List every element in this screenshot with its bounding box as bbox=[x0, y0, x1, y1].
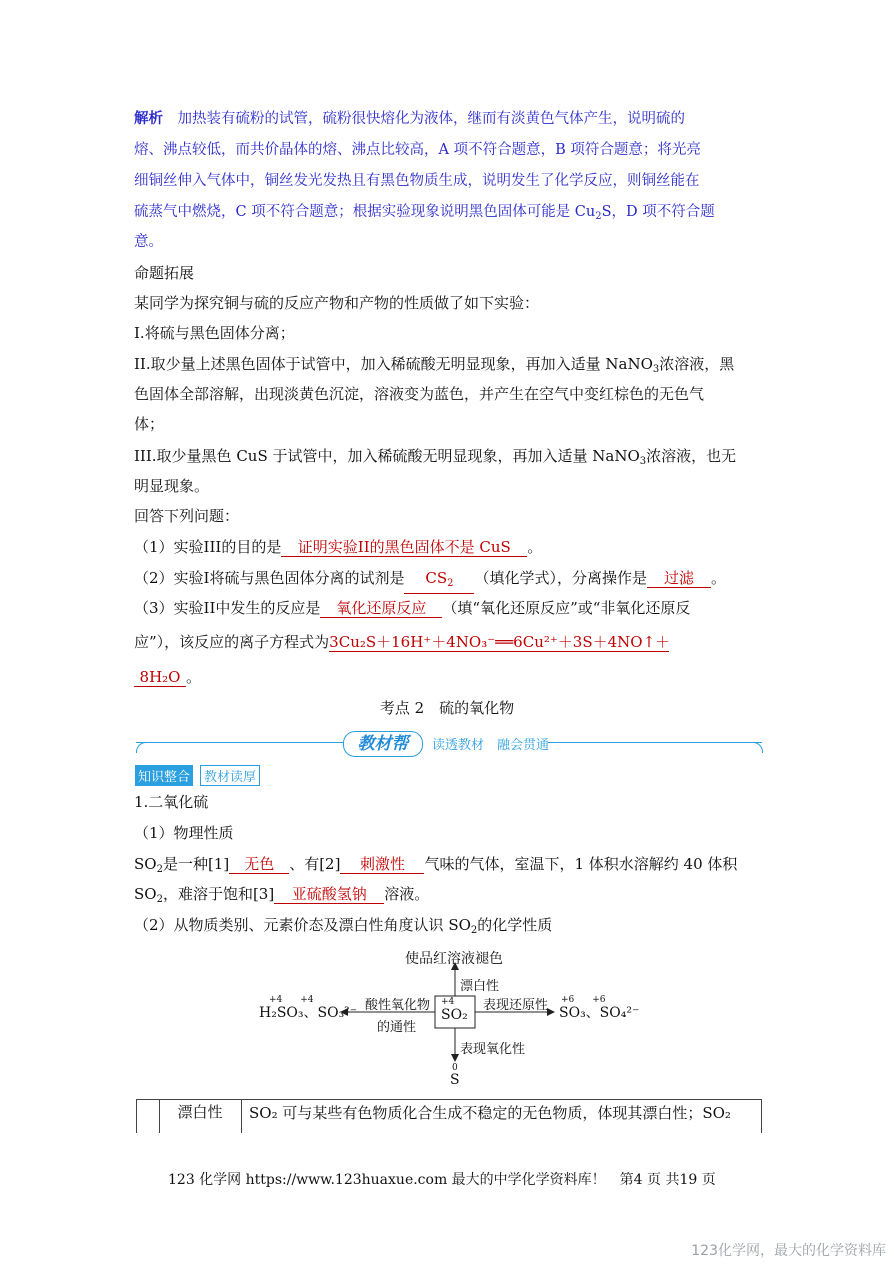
diagram-bleach: 漂白性 bbox=[460, 979, 500, 994]
step-3-cont: 明显现象。 bbox=[134, 477, 210, 495]
table-cell-label: 漂白性 bbox=[159, 1100, 242, 1133]
diagram-right-arrow: 表现还原性 bbox=[483, 998, 549, 1013]
subscript: 2 bbox=[470, 925, 478, 936]
subscript: 3 bbox=[652, 364, 660, 375]
table-cell-text: SO₂ 可与某些有色物质化合生成不稳定的无色物质，体现其漂白性；SO₂ bbox=[249, 1104, 731, 1122]
banner-subtitle: 读透教材 融会贯通 bbox=[432, 738, 550, 753]
formula-text: SO bbox=[134, 855, 157, 873]
physical-line-1 bbox=[134, 854, 737, 880]
diagram-right-ox: +6 +6 bbox=[561, 995, 606, 1005]
question-text: （填“氧化还原反应”或“非氧化还原反 bbox=[442, 599, 691, 617]
table-cell-index bbox=[137, 1100, 160, 1133]
question-text: （2）实验I将硫与黑色固体分离的试剂是 bbox=[134, 569, 405, 587]
subscript: 3 bbox=[639, 456, 647, 467]
step-text: 浓溶液，也无 bbox=[646, 447, 737, 465]
question-2 bbox=[134, 568, 726, 594]
body-text: 的化学性质 bbox=[477, 916, 553, 934]
analysis-line-3: 细铜丝伸入气体中，铜丝发光发热且有黑色物质生成，说明发生了化学反应，则铜丝能在 bbox=[134, 173, 700, 189]
subsection-chemical bbox=[134, 915, 552, 941]
diagram-bottom-ox: 0 bbox=[452, 1063, 458, 1073]
extension-intro: 某同学为探究铜与硫的反应产物和产物的性质做了如下实验： bbox=[134, 294, 540, 312]
diagram-down-arrow: 表现氧化性 bbox=[460, 1042, 526, 1057]
subscript: 2 bbox=[156, 864, 163, 875]
answer-blank: 刺激性 bbox=[340, 855, 424, 874]
step-1: I.将硫与黑色固体分离； bbox=[134, 324, 295, 342]
diagram-top: 使品红溶液褪色 bbox=[405, 951, 503, 967]
banner-line-right bbox=[548, 742, 762, 743]
step-2-cont: 色固体全部溶解，出现淡黄色沉淀，溶液变为蓝色，并产生在空气中变红棕色的无色气 bbox=[134, 385, 705, 403]
question-text: （3）实验II中发生的反应是 bbox=[134, 599, 321, 617]
diagram-left-species: H₂SO₃、SO₃²⁻ bbox=[259, 1005, 358, 1021]
question-text: （填化学式），分离操作是 bbox=[474, 569, 647, 587]
banner-title: 教材帮 bbox=[343, 731, 423, 757]
banner-line-left bbox=[136, 742, 344, 743]
question-text: 。 bbox=[527, 538, 543, 556]
subscript: 2 bbox=[156, 894, 163, 905]
answer-prompt: 回答下列问题： bbox=[134, 507, 240, 525]
section-heading: 考点 2 硫的氧化物 bbox=[379, 699, 515, 717]
tag-textbook: 教材读厚 bbox=[200, 765, 260, 786]
diagram-left-arrow-top: 酸性氧化物 bbox=[365, 998, 431, 1013]
body-text: 溶液。 bbox=[384, 885, 430, 903]
question-text: （1）实验III的目的是 bbox=[134, 538, 282, 556]
question-text: 。 bbox=[186, 668, 202, 686]
answer-blank: 无色 bbox=[229, 855, 289, 874]
body-text: ，难溶于饱和[3] bbox=[162, 885, 275, 903]
property-table bbox=[136, 1099, 762, 1133]
question-text: 应”），该反应的离子方程式为 bbox=[134, 633, 330, 651]
formula-text: SO bbox=[134, 885, 157, 903]
answer-blank: 氧化还原反应 bbox=[320, 599, 442, 618]
question-text: 。 bbox=[711, 569, 727, 587]
physical-line-2 bbox=[134, 884, 429, 910]
diagram-left-ox: +4 +4 bbox=[269, 995, 314, 1005]
step-text: II.取少量上述黑色固体于试管中，加入稀硫酸无明显现象，再加入适量 NaNO bbox=[134, 355, 653, 373]
step-2-end: 体； bbox=[134, 415, 165, 433]
diagram-bottom: S bbox=[450, 1072, 460, 1088]
analysis-line-5: 意。 bbox=[134, 234, 163, 250]
answer-blank: 证明实验II的黑色固体不是 CuS bbox=[281, 538, 527, 557]
answer-blank: 3Cu₂S＋16H⁺＋4NO₃⁻══6Cu²⁺＋3S＋4NO↑＋ bbox=[329, 633, 671, 651]
analysis-text: 硫蒸气中燃烧，C 项不符合题意；根据实验现象说明黑色固体可能是 Cu bbox=[134, 204, 596, 220]
analysis-line-2: 熔、沸点较低，而共价晶体的熔、沸点比较高，A 项不符合题意，B 项符合题意；将光亮 bbox=[134, 142, 701, 158]
diagram-left-arrow-bottom: 的通性 bbox=[377, 1020, 417, 1035]
step-text: III.取少量黑色 CuS 于试管中，加入稀硫酸无明显现象，再加入适量 NaNO bbox=[134, 447, 640, 465]
question-3-cont bbox=[134, 632, 669, 652]
answer-blank: 过滤 bbox=[647, 569, 711, 588]
arrow-right-head bbox=[547, 1008, 555, 1016]
page-footer: 123 化学网 https://www.123huaxue.com 最大的中学化学资料库！ 第4 页 共19 页 bbox=[168, 1172, 716, 1188]
analysis-text: S，D 项不符合题 bbox=[601, 204, 715, 220]
subsection-physical: （1）物理性质 bbox=[134, 824, 234, 842]
step-2 bbox=[134, 354, 734, 380]
banner-corner-left bbox=[136, 742, 147, 753]
analysis-line-4 bbox=[134, 202, 715, 227]
body-text: （2）从物质类别、元素价态及漂白性角度认识 SO bbox=[134, 916, 471, 934]
subscript: 2 bbox=[595, 211, 602, 222]
banner-corner-right bbox=[752, 742, 763, 753]
so2-property-diagram bbox=[255, 945, 645, 1090]
answer-blank bbox=[404, 569, 474, 594]
subscript: 2 bbox=[447, 578, 454, 589]
tag-knowledge: 知识整合 bbox=[135, 765, 193, 786]
arrow-down-head bbox=[451, 1054, 459, 1062]
step-3 bbox=[134, 446, 736, 472]
analysis-label: 解析 bbox=[134, 110, 163, 127]
question-3-end bbox=[134, 667, 201, 687]
answer-blank: 亚硫酸氢钠 bbox=[274, 885, 384, 904]
diagram-right-species: SO₃、SO₄²⁻ bbox=[559, 1005, 640, 1021]
watermark: 123化学网，最大的化学资料库 bbox=[691, 1243, 886, 1259]
answer-text: CS bbox=[425, 569, 448, 587]
diagram-center-ox: +4 bbox=[441, 997, 455, 1007]
extension-title: 命题拓展 bbox=[134, 264, 195, 282]
question-1 bbox=[134, 537, 542, 557]
diagram-center: SO₂ bbox=[441, 1007, 468, 1023]
analysis-text: 加热装有硫粉的试管，硫粉很快熔化为液体，继而有淡黄色气体产生，说明硫的 bbox=[177, 111, 685, 127]
question-3 bbox=[134, 598, 690, 618]
answer-blank: 8H₂O bbox=[134, 668, 186, 687]
step-text: 浓溶液，黑 bbox=[659, 355, 735, 373]
body-text: 是一种[1] bbox=[162, 855, 230, 873]
analysis-line-1 bbox=[134, 109, 685, 129]
body-text: 、有[2] bbox=[289, 855, 341, 873]
subsection-title: 1.二氧化硫 bbox=[134, 793, 209, 811]
body-text: 气味的气体，室温下，1 体积水溶解约 40 体积 bbox=[424, 855, 738, 873]
